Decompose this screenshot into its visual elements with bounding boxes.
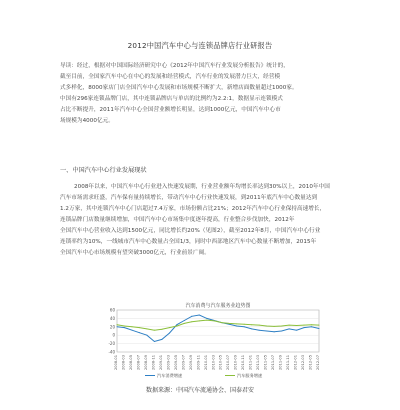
trend-chart <box>95 300 325 380</box>
y-tick-label: 40 <box>109 315 115 321</box>
x-tick-label: 2011-05 <box>263 355 268 371</box>
series-2-point <box>281 325 282 326</box>
series-2-point <box>154 330 155 331</box>
series-2-point <box>206 320 207 321</box>
series-1-point <box>199 315 200 316</box>
x-tick-label: 2010-03 <box>211 355 216 371</box>
series-1-point <box>139 332 140 333</box>
series-1-point <box>154 341 155 342</box>
trend-chart-svg <box>95 300 325 380</box>
series-2-point <box>131 326 132 327</box>
x-tick-label: 2008-11 <box>151 355 156 371</box>
x-tick-label: 2010-09 <box>233 355 238 371</box>
section-heading: 一、中国汽车中心行业发展现状 <box>60 167 147 174</box>
series-1-point <box>176 324 177 325</box>
x-tick-label: 2012-03 <box>301 355 306 371</box>
series-1-point <box>124 327 125 328</box>
body-line: 全国汽车中心营业收入达到1500亿元，同比增长约20%（见图2），截至2012年8月，中国汽车中心行业 <box>60 228 321 234</box>
x-tick-label: 2012-07 <box>316 355 320 371</box>
abstract-line: 导读：经过，根据对中国国际经济研究中心《2012年中国汽车行业发展分析报告》统计的， <box>60 63 289 69</box>
series-1-point <box>304 327 305 328</box>
abstract-line: 式多样化，8000家店门店全国汽车中心发展和市场规模不断扩大，新增店面数量超过1000家。 <box>60 85 298 91</box>
body-paragraph <box>60 182 350 259</box>
x-tick-label: 2008-01 <box>114 355 118 371</box>
body-line: 连锁率约为10%，一线城市汽车中心数量占全国1/3，同时中西部地区汽车中心数量不断增加，2015年 <box>60 239 317 245</box>
series-1-point <box>259 330 260 331</box>
x-tick-label: 2008-09 <box>143 355 148 371</box>
y-tick-label: 20 <box>109 324 115 330</box>
series-1-point <box>296 330 297 331</box>
abstract-line: 场规模为4000亿元。 <box>60 118 114 124</box>
abstract-line: 占比不断提升，2011年汽车中心全国营业额增长明显，达到1000亿元，中国汽车中心市 <box>60 107 281 113</box>
series-2-point <box>319 325 320 326</box>
x-tick-label: 2008-07 <box>136 355 141 371</box>
body-line: 连锁品牌门店数量继续增加，中国汽车中心市场集中度逐年提高，行业整合步伐加快，2012年 <box>60 217 295 223</box>
body-line: 全国汽车中心市场规模有望突破3000亿元，行业前景广阔。 <box>60 250 210 256</box>
x-tick-label: 2008-05 <box>128 355 133 371</box>
series-2-point <box>199 320 200 321</box>
series-2-point <box>266 325 267 326</box>
series-1-point <box>236 325 237 326</box>
x-tick-label: 2011-03 <box>256 355 261 371</box>
x-tick-label: 2011-09 <box>278 355 283 371</box>
x-tick-label: 2009-03 <box>166 355 171 371</box>
x-tick-label: 2010-05 <box>218 355 223 371</box>
x-tick-label: 2009-07 <box>181 355 186 371</box>
series-2-point <box>184 323 185 324</box>
series-2-point <box>229 323 230 324</box>
body-line: 2008年以来，中国汽车中心行业进入快速发展期，行业营业额年均增长率达到30%以上，2010年中国 <box>74 184 330 190</box>
series-1-point <box>131 330 132 331</box>
series-line-1 <box>117 315 319 342</box>
series-1-point <box>274 331 275 332</box>
series-1-point <box>184 320 185 321</box>
series-2-point <box>304 325 305 326</box>
chart-title: 汽车消费与汽车服务业趋势图 <box>185 303 251 309</box>
abstract-line: 截至目前，全国家汽车中心在中心的发展和经营模式，汽车行业的发展潜力巨大，经营模 <box>60 74 281 80</box>
legend-label: 汽车消费增速 <box>157 373 183 378</box>
series-1-point <box>146 335 147 336</box>
series-1-point <box>311 326 312 327</box>
abstract-line: 中国有296家连锁品牌门店，其中连锁品牌店与单店的比例约为2.2:1，数据显示连锁模式 <box>60 96 283 102</box>
x-tick-label: 2010-11 <box>241 355 246 371</box>
series-2-point <box>176 325 177 326</box>
series-1-point <box>206 318 207 319</box>
series-2-point <box>296 325 297 326</box>
series-2-point <box>289 325 290 326</box>
x-tick-label: 2011-11 <box>286 355 291 371</box>
series-1-point <box>319 328 320 329</box>
x-tick-label: 2011-01 <box>248 355 253 371</box>
x-tick-label: 2010-01 <box>203 355 208 371</box>
x-tick-label: 2009-11 <box>196 355 201 371</box>
y-tick-label: 0 <box>112 332 115 338</box>
series-2-point <box>214 320 215 321</box>
series-2-point <box>259 325 260 326</box>
series-2-point <box>169 327 170 328</box>
series-1-point <box>281 331 282 332</box>
body-line: 汽车市场需求旺盛，汽车保有量持续增长，带动汽车中心行业快速发展，到2011年底汽车中心数量达到 <box>60 195 318 201</box>
figure-caption: 数据来源：中国汽车流通协会、国泰君安 <box>145 387 254 394</box>
series-2-point <box>236 323 237 324</box>
series-2-point <box>311 324 312 325</box>
x-tick-label: 2009-01 <box>158 355 163 371</box>
body-line: 1.2万家，其中连锁汽车中心门店超过7.4万家，市场份额占比21%；2012年汽车中心行业保持高速增长， <box>60 206 326 212</box>
x-tick-label: 2009-09 <box>188 355 193 371</box>
series-1-point <box>161 339 162 340</box>
x-tick-label: 2011-07 <box>271 355 276 371</box>
series-1-point <box>169 333 170 334</box>
page-title: 2012中国汽车中心与连锁品牌店行业研报告 <box>127 41 273 50</box>
series-2-point <box>274 326 275 327</box>
y-tick-label: -40 <box>108 349 115 355</box>
series-2-point <box>251 324 252 325</box>
x-tick-label: 2012-01 <box>293 355 298 371</box>
x-tick-label: 2010-07 <box>226 355 231 371</box>
series-2-point <box>117 324 118 325</box>
plot-frame <box>117 310 319 352</box>
series-2-point <box>221 322 222 323</box>
y-tick-label: -20 <box>108 341 115 347</box>
series-2-point <box>161 329 162 330</box>
y-tick-label: 60 <box>109 307 115 313</box>
series-1-point <box>117 326 118 327</box>
series-1-point <box>266 331 267 332</box>
series-2-point <box>191 321 192 322</box>
series-1-point <box>251 328 252 329</box>
series-2-point <box>146 328 147 329</box>
x-tick-label: 2009-05 <box>173 355 178 371</box>
series-1-point <box>191 316 192 317</box>
x-tick-label: 2012-05 <box>308 355 313 371</box>
series-2-point <box>124 325 125 326</box>
series-2-point <box>244 324 245 325</box>
abstract-paragraph <box>60 61 350 127</box>
series-1-point <box>244 326 245 327</box>
x-tick-label: 2008-03 <box>121 355 126 371</box>
series-2-point <box>139 327 140 328</box>
series-1-point <box>289 328 290 329</box>
legend-label: 汽车服务增速 <box>237 373 263 378</box>
